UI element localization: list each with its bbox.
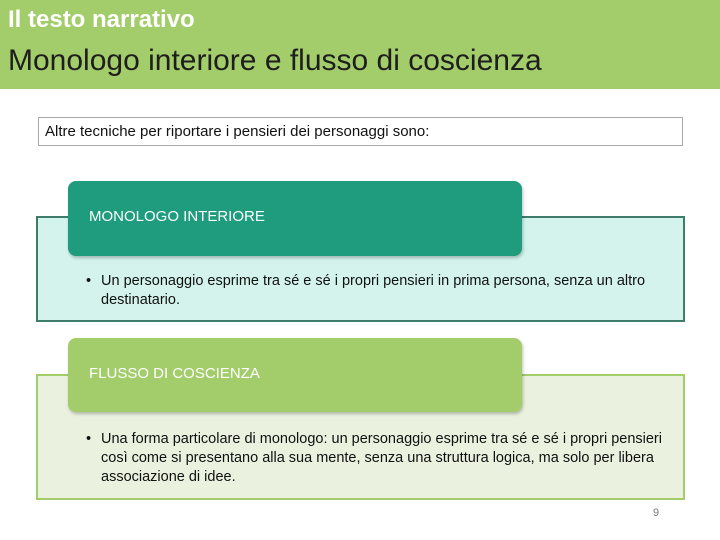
intro-text-box (38, 117, 683, 146)
list-item (86, 430, 663, 487)
intro-text-emphasis: pensieri (233, 123, 286, 140)
text-run: . (231, 469, 236, 485)
bullet-marker: • (86, 273, 92, 289)
monologo-bullet-list (86, 272, 663, 310)
text-run-emphasis: tra sé e sé (263, 273, 331, 289)
text-run: i propri pensieri in prima persona, senza un altro destinatario. (101, 273, 646, 308)
flusso-bullet-list (86, 430, 663, 487)
text-run-emphasis: tra sé e sé (491, 431, 559, 447)
text-run: Una forma particolare di monologo: un personaggio esprime (101, 431, 492, 447)
page-number: 9 (653, 507, 660, 519)
intro-text-start: Altre tecniche per riportare i (45, 123, 234, 140)
slide-subtitle: Monologo interiore e flusso di coscienza (8, 44, 542, 77)
slide-title: Il testo narrativo (8, 6, 195, 33)
bullet-marker: • (86, 431, 92, 447)
title-bar (0, 0, 720, 89)
flusso-di-coscienza-heading: FLUSSO DI COSCIENZA (68, 338, 522, 412)
intro-text-end: dei personaggi sono: (285, 123, 430, 140)
monologo-interiore-heading: MONOLOGO INTERIORE (68, 181, 522, 256)
text-run-emphasis: libera associazione di idee (101, 450, 654, 485)
text-run: Un personaggio esprime (101, 273, 264, 289)
text-run: i propri pensieri così come si presentano alla sua mente, senza una struttura logica, ma solo per (101, 431, 662, 466)
list-item (86, 272, 663, 310)
